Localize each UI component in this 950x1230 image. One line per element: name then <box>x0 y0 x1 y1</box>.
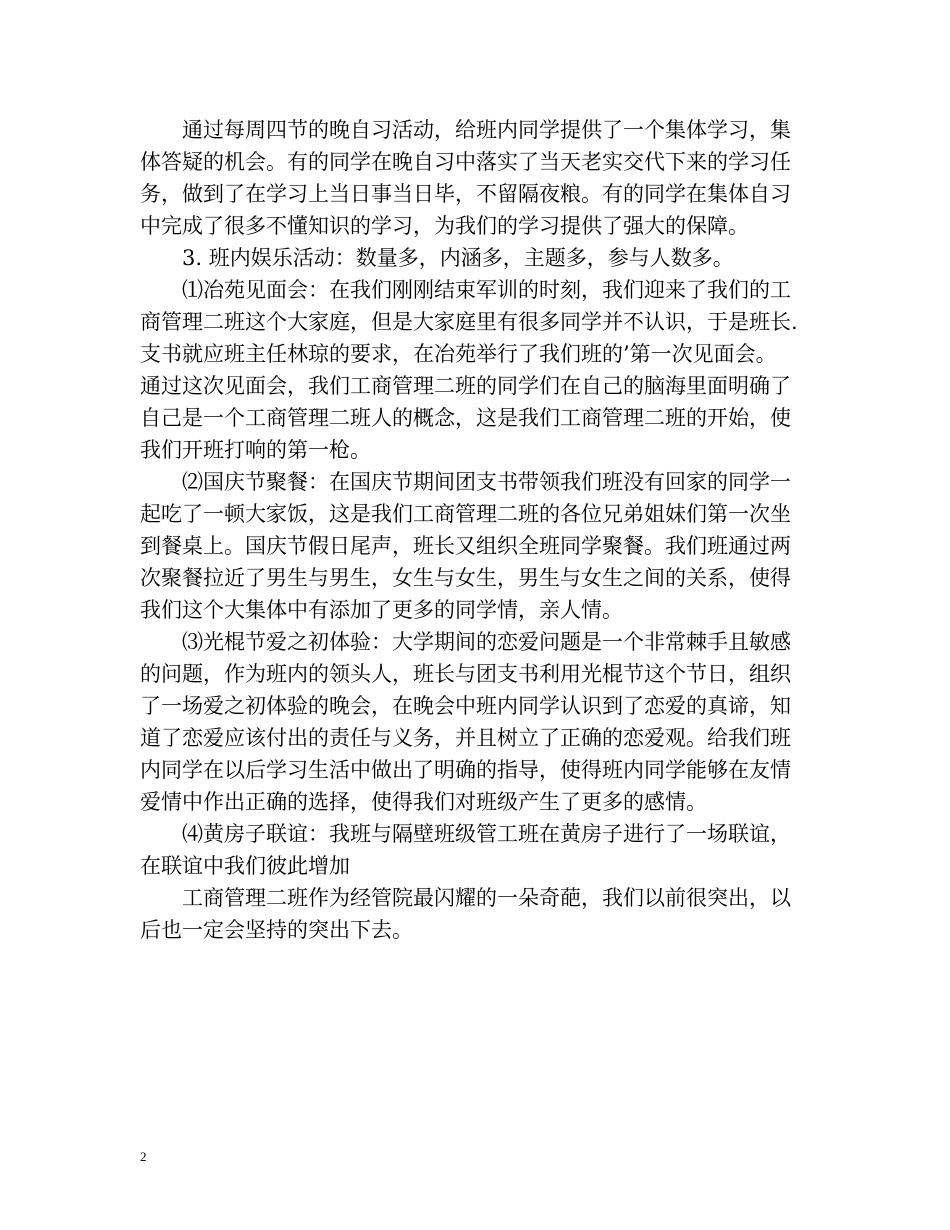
paragraph-line: 爱情中作出正确的选择，使得我们对班级产生了更多的感情。 <box>140 790 707 814</box>
paragraph-line: 道了恋爱应该付出的责任与义务，并且树立了正确的恋爱观。给我们班 <box>140 726 791 750</box>
paragraph-line: 商管理二班这个大家庭，但是大家庭里有很多同学并不认识，于是班长. <box>140 310 798 334</box>
paragraph-line: 工商管理二班作为经管院最闪耀的一朵奇葩，我们以前很突出，以 <box>182 886 791 910</box>
paragraph-line: ⑵国庆节聚餐：在国庆节期间团支书带领我们班没有回家的同学一 <box>182 470 791 494</box>
paragraph-line: ⑴冶苑见面会：在我们刚刚结束军训的时刻，我们迎来了我们的工 <box>182 278 791 302</box>
paragraph-line: 次聚餐拉近了男生与男生，女生与女生，男生与女生之间的关系，使得 <box>140 566 791 590</box>
paragraph-line: 3. 班内娱乐活动：数量多，内涵多，主题多，参与人数多。 <box>182 246 734 270</box>
paragraph-line: 后也一定会坚持的突出下去。 <box>140 918 413 942</box>
paragraph-line: 务，做到了在学习上当日事当日毕，不留隔夜粮。有的同学在集体自习 <box>140 182 791 206</box>
paragraph-line: 了一场爱之初体验的晚会，在晚会中班内同学认识到了恋爱的真谛，知 <box>140 694 791 718</box>
paragraph-line: 我们这个大集体中有添加了更多的同学情，亲人情。 <box>140 598 623 622</box>
page-number: 2 <box>140 1149 147 1164</box>
paragraph-line: 内同学在以后学习生活中做出了明确的指导，使得班内同学能够在友情 <box>140 758 791 782</box>
paragraph-line: 起吃了一顿大家饭，这是我们工商管理二班的各位兄弟姐妹们第一次坐 <box>140 502 791 526</box>
paragraph-line: 在联谊中我们彼此增加 <box>140 854 350 878</box>
paragraph-line: 支书就应班主任林琼的要求，在冶苑举行了我们班的’第一次见面会。 <box>140 342 777 366</box>
paragraph-line: 通过每周四节的晚自习活动，给班内同学提供了一个集体学习，集 <box>182 118 791 142</box>
paragraph-line: ⑷黄房子联谊：我班与隔壁班级管工班在黄房子进行了一场联谊， <box>182 822 791 846</box>
paragraph-line: 自己是一个工商管理二班人的概念，这是我们工商管理二班的开始，使 <box>140 406 791 430</box>
paragraph-line: 我们开班打响的第一枪。 <box>140 438 371 462</box>
paragraph-line: 通过这次见面会，我们工商管理二班的同学们在自己的脑海里面明确了 <box>140 374 791 398</box>
paragraph-line: 的问题，作为班内的领头人，班长与团支书利用光棍节这个节日，组织 <box>140 662 791 686</box>
paragraph-line: 体答疑的机会。有的同学在晚自习中落实了当天老实交代下来的学习任 <box>140 150 791 174</box>
paragraph-line: 到餐桌上。国庆节假日尾声，班长又组织全班同学聚餐。我们班通过两 <box>140 534 791 558</box>
paragraph-line: ⑶光棍节爱之初体验：大学期间的恋爱问题是一个非常棘手且敏感 <box>182 630 791 654</box>
paragraph-line: 中完成了很多不懂知识的学习，为我们的学习提供了强大的保障。 <box>140 214 749 238</box>
